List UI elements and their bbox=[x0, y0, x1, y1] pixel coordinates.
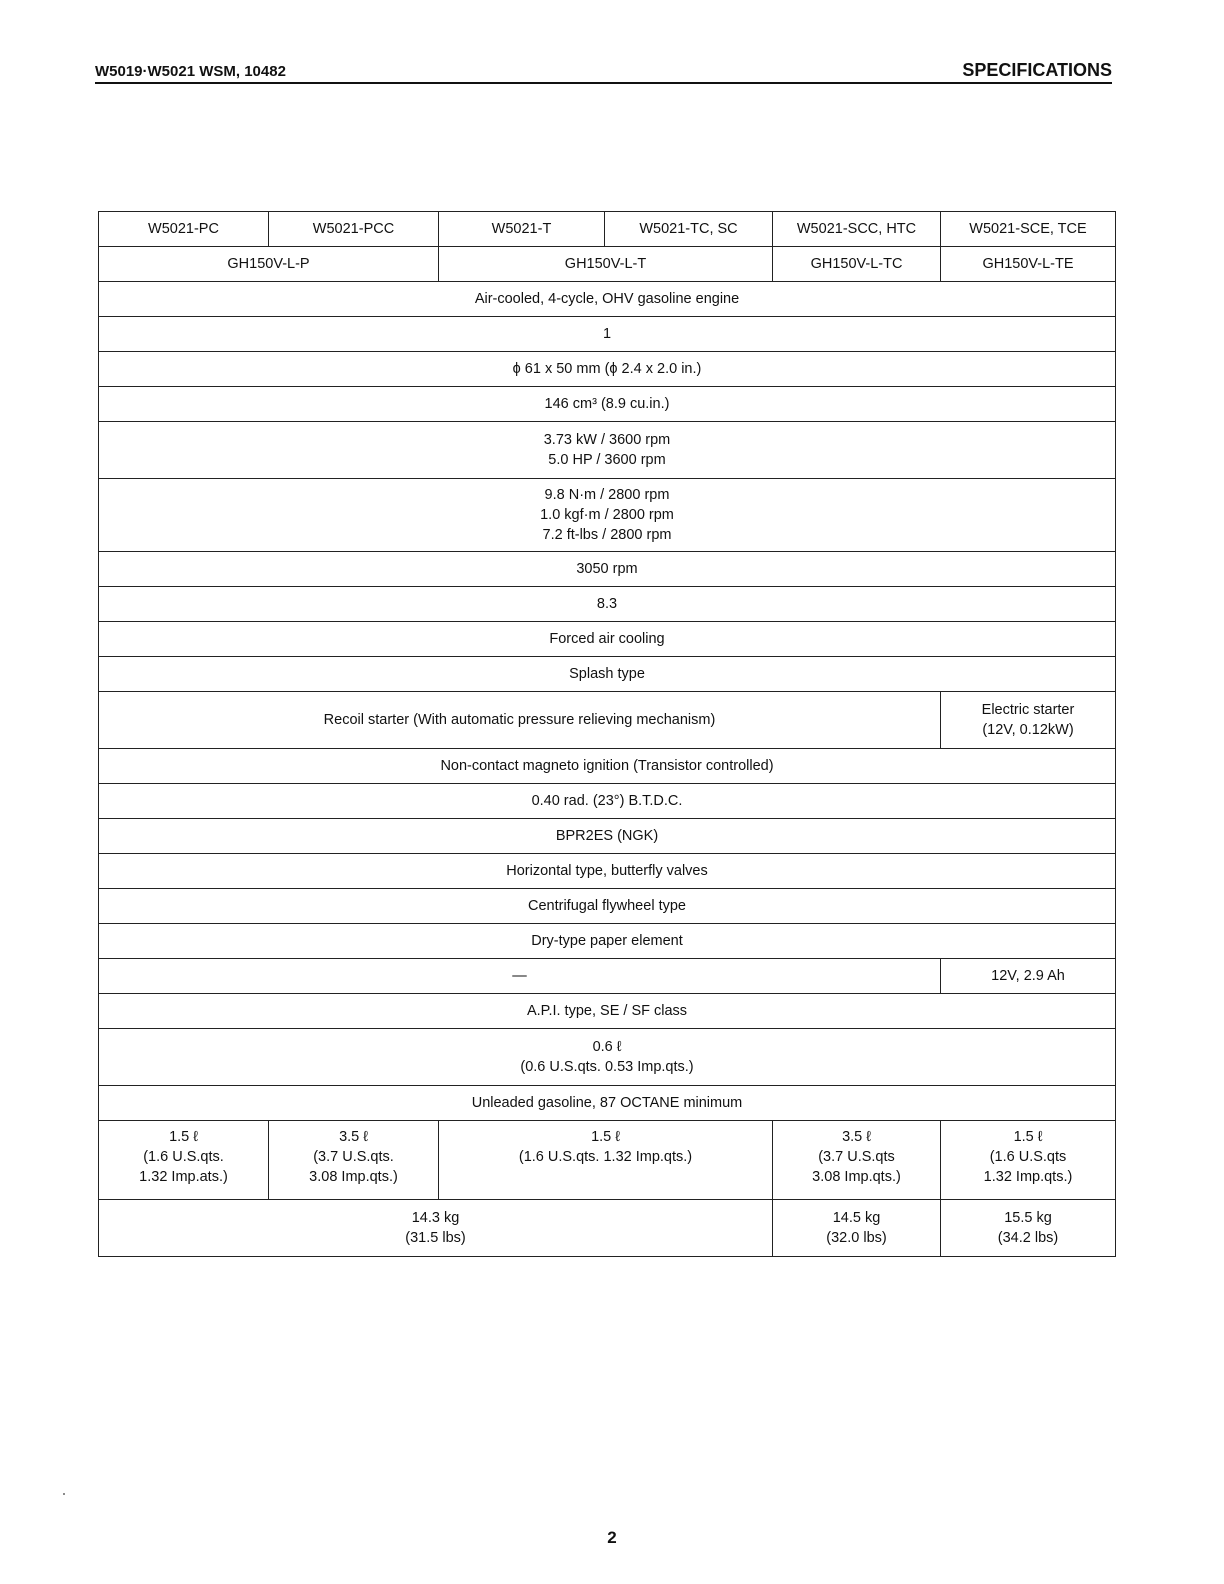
spec-row bbox=[99, 552, 1116, 587]
spec-row bbox=[99, 352, 1116, 387]
scan-speck bbox=[63, 1493, 65, 1495]
compression-cell: 8.3 bbox=[99, 587, 1116, 622]
model-row bbox=[99, 212, 1116, 247]
spec-row bbox=[99, 622, 1116, 657]
spec-row bbox=[99, 282, 1116, 317]
model-cell: W5021-T bbox=[439, 212, 605, 247]
engine-type-cell: Air-cooled, 4-cycle, OHV gasoline engine bbox=[99, 282, 1116, 317]
spec-row bbox=[99, 749, 1116, 784]
cylinders-cell: 1 bbox=[99, 317, 1116, 352]
fuel-tank-cell: 3.5 ℓ (3.7 U.S.qts 3.08 Imp.qts.) bbox=[773, 1121, 941, 1200]
recoil-starter-cell: Recoil starter (With automatic pressure relieving mechanism) bbox=[99, 692, 941, 749]
ignition-cell: Non-contact magneto ignition (Transistor controlled) bbox=[99, 749, 1116, 784]
fuel-tank-cell: 1.5 ℓ (1.6 U.S.qts 1.32 Imp.qts.) bbox=[941, 1121, 1116, 1200]
fuel-cell: Unleaded gasoline, 87 OCTANE minimum bbox=[99, 1086, 1116, 1121]
spec-row bbox=[99, 994, 1116, 1029]
spec-row bbox=[99, 959, 1116, 994]
lubrication-cell: Splash type bbox=[99, 657, 1116, 692]
oil-capacity-cell: 0.6 ℓ (0.6 U.S.qts. 0.53 Imp.qts.) bbox=[99, 1029, 1116, 1086]
engine-cell: GH150V-L-P bbox=[99, 247, 439, 282]
speed-cell: 3050 rpm bbox=[99, 552, 1116, 587]
battery-cell: 12V, 2.9 Ah bbox=[941, 959, 1116, 994]
spec-row bbox=[99, 819, 1116, 854]
specifications-table bbox=[98, 211, 1116, 1257]
weight-cell: 15.5 kg (34.2 lbs) bbox=[941, 1200, 1116, 1257]
spec-row bbox=[99, 924, 1116, 959]
spec-row bbox=[99, 1086, 1116, 1121]
page-number: 2 bbox=[607, 1528, 617, 1547]
fuel-tank-cell: 1.5 ℓ (1.6 U.S.qts. 1.32 Imp.ats.) bbox=[99, 1121, 269, 1200]
governor-cell: Centrifugal flywheel type bbox=[99, 889, 1116, 924]
model-cell: W5021-TC, SC bbox=[605, 212, 773, 247]
spec-row bbox=[99, 387, 1116, 422]
cooling-cell: Forced air cooling bbox=[99, 622, 1116, 657]
spec-row bbox=[99, 657, 1116, 692]
air-cleaner-cell: Dry-type paper element bbox=[99, 924, 1116, 959]
spec-row bbox=[99, 587, 1116, 622]
bore-stroke-cell: ϕ 61 x 50 mm (ϕ 2.4 x 2.0 in.) bbox=[99, 352, 1116, 387]
spec-row bbox=[99, 422, 1116, 479]
model-cell: W5021-SCE, TCE bbox=[941, 212, 1116, 247]
engine-row bbox=[99, 247, 1116, 282]
no-battery-cell: — bbox=[99, 959, 941, 994]
spec-row bbox=[99, 692, 1116, 749]
electric-starter-cell: Electric starter (12V, 0.12kW) bbox=[941, 692, 1116, 749]
spec-row bbox=[99, 854, 1116, 889]
engine-cell: GH150V-L-T bbox=[439, 247, 773, 282]
model-cell: W5021-PC bbox=[99, 212, 269, 247]
fuel-tank-cell: 1.5 ℓ (1.6 U.S.qts. 1.32 Imp.qts.) bbox=[439, 1121, 773, 1200]
torque-cell: 9.8 N·m / 2800 rpm 1.0 kgf·m / 2800 rpm 7.2 ft-lbs / 2800 rpm bbox=[99, 479, 1116, 552]
fuel-tank-row bbox=[99, 1121, 1116, 1200]
timing-cell: 0.40 rad. (23°) B.T.D.C. bbox=[99, 784, 1116, 819]
weight-row bbox=[99, 1200, 1116, 1257]
fuel-tank-cell: 3.5 ℓ (3.7 U.S.qts. 3.08 Imp.qts.) bbox=[269, 1121, 439, 1200]
carburetor-cell: Horizontal type, butterfly valves bbox=[99, 854, 1116, 889]
oil-type-cell: A.P.I. type, SE / SF class bbox=[99, 994, 1116, 1029]
weight-cell: 14.5 kg (32.0 lbs) bbox=[773, 1200, 941, 1257]
spark-plug-cell: BPR2ES (NGK) bbox=[99, 819, 1116, 854]
weight-cell: 14.3 kg (31.5 lbs) bbox=[99, 1200, 773, 1257]
document-code: W5019·W5021 WSM, 10482 bbox=[95, 63, 286, 80]
spec-row bbox=[99, 317, 1116, 352]
model-cell: W5021-PCC bbox=[269, 212, 439, 247]
section-title: SPECIFICATIONS bbox=[962, 60, 1112, 80]
displacement-cell: 146 cm³ (8.9 cu.in.) bbox=[99, 387, 1116, 422]
engine-cell: GH150V-L-TE bbox=[941, 247, 1116, 282]
spec-row bbox=[99, 1029, 1116, 1086]
spec-row bbox=[99, 889, 1116, 924]
engine-cell: GH150V-L-TC bbox=[773, 247, 941, 282]
spec-row bbox=[99, 479, 1116, 552]
spec-row bbox=[99, 784, 1116, 819]
model-cell: W5021-SCC, HTC bbox=[773, 212, 941, 247]
page-header bbox=[95, 60, 1112, 84]
output-cell: 3.73 kW / 3600 rpm 5.0 HP / 3600 rpm bbox=[99, 422, 1116, 479]
